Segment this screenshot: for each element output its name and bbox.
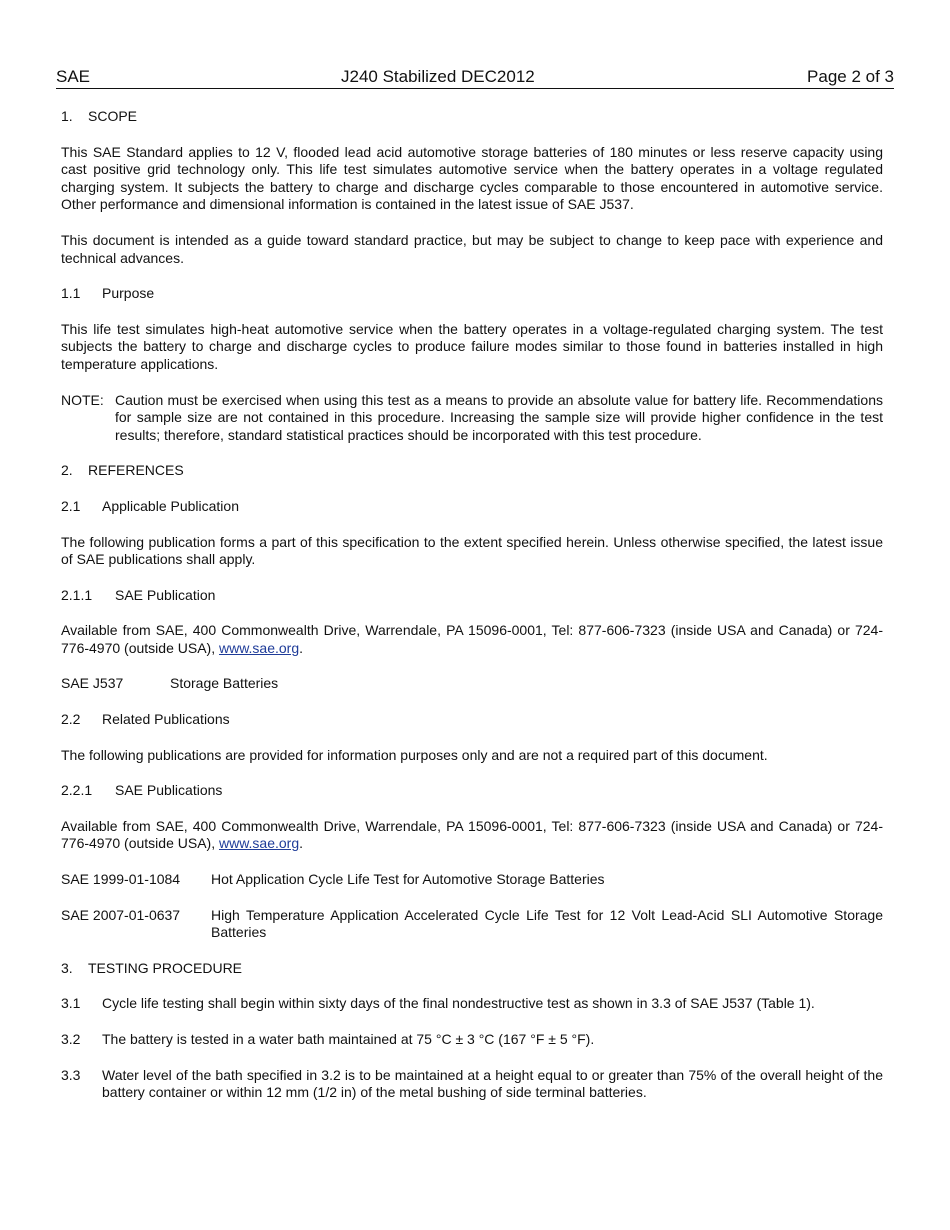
sae-website-link[interactable]: www.sae.org <box>218 639 300 656</box>
purpose-paragraph: This life test simulates high-heat automotive service when the battery operates in a voltage-regulated charging system. The test subjects the battery to charge and discharge cycles to produce failure modes similar to those found in batteries installed in high temperature applications. <box>61 320 883 372</box>
section-title: SAE Publication <box>115 586 216 603</box>
scope-paragraph: This SAE Standard applies to 12 V, flooded lead acid automotive storage batteries of 180 minutes or less reserve capacity using cast positive grid technology only. This life test simulates automotive service when the battery operates in a voltage regulated charging system. It subjects the battery to charge and discharge cycles comparable to those encountered in automotive service. Other performance and dimensional information is contained in the latest issue of SAE J537. <box>61 143 883 213</box>
availability-text: Available from SAE, 400 Commonwealth Drive, Warrendale, PA 15096-0001, Tel: 877-606-7323 (inside USA and Canada) or 724-776-4970 (outside USA), <box>61 622 883 656</box>
reference-id: SAE 1999-01-1084 <box>61 871 181 888</box>
item-text: Cycle life testing shall begin within sixty days of the final nondestructive test as shown in 3.3 of SAE J537 (Table 1). <box>102 995 815 1012</box>
section-title: REFERENCES <box>88 462 184 479</box>
note-text: Caution must be exercised when using this test as a means to provide an absolute value for battery life. Recommendations for sample size are not contained in this procedure. Increasing the sample size will provide higher confidence in the test results; therefore, standard statistical practices should be incorporated with this test procedure. <box>115 391 883 443</box>
section-number: 2.2 <box>61 711 81 728</box>
availability-text: Available from SAE, 400 Commonwealth Drive, Warrendale, PA 15096-0001, Tel: 877-606-7323 (inside USA and Canada) or 724-776-4970 (outside USA), <box>61 817 883 852</box>
section-1-1-heading <box>61 285 883 303</box>
reference-entry <box>61 675 883 693</box>
note-block <box>61 392 883 445</box>
availability-paragraph <box>61 818 883 853</box>
document-body <box>61 108 883 1102</box>
header-doc-id: J240 Stabilized DEC2012 <box>341 67 535 86</box>
section-number: 2.1 <box>61 497 81 514</box>
section-number: 2.2.1 <box>61 782 93 799</box>
reference-title: Storage Batteries <box>170 675 279 692</box>
reference-entry <box>61 871 883 889</box>
procedure-item <box>61 1031 883 1049</box>
section-title: TESTING PROCEDURE <box>88 959 243 976</box>
availability-paragraph <box>61 622 883 657</box>
header-page-number: Page 2 of 3 <box>807 67 894 86</box>
reference-id: SAE J537 <box>61 675 124 692</box>
item-number: 3.3 <box>61 1066 81 1083</box>
item-number: 3.2 <box>61 1031 81 1047</box>
section-3-heading <box>61 960 883 978</box>
header-org: SAE <box>56 67 91 86</box>
page-header <box>56 66 894 89</box>
section-2-2-heading <box>61 711 883 729</box>
section-2-heading <box>61 462 883 480</box>
applicable-publication-paragraph: The following publication forms a part of this specification to the extent specified herein. Unless otherwise specified, the latest issue of SAE publications shall apply. <box>61 533 883 568</box>
procedure-item <box>61 1067 883 1102</box>
reference-title: Hot Application Cycle Life Test for Automotive Storage Batteries <box>211 871 605 888</box>
section-1-heading <box>61 108 883 126</box>
section-title: Purpose <box>102 285 155 302</box>
period: . <box>299 835 304 852</box>
sae-website-link[interactable]: www.sae.org <box>218 835 300 852</box>
section-title: SCOPE <box>88 108 138 124</box>
scope-guide-paragraph: This document is intended as a guide toward standard practice, but may be subject to change to keep pace with experience and technical advances. <box>61 231 883 266</box>
section-2-2-1-heading <box>61 782 883 800</box>
section-title: SAE Publications <box>115 782 223 799</box>
section-number: 2.1.1 <box>61 586 93 603</box>
reference-id: SAE 2007-01-0637 <box>61 906 181 923</box>
note-label: NOTE: <box>61 391 104 408</box>
period: . <box>299 639 304 656</box>
item-text: The battery is tested in a water bath maintained at 75 °C ± 3 °C (167 °F ± 5 °F). <box>102 1031 595 1047</box>
procedure-item <box>61 995 883 1013</box>
section-number: 3. <box>61 959 73 976</box>
section-number: 1. <box>61 108 73 124</box>
section-title: Related Publications <box>102 711 230 728</box>
item-text: Water level of the bath specified in 3.2 is to be maintained at a height equal to or greater than 75% of the overall height of the battery container or within 12 mm (1/2 in) of the metal bushing of side terminal batteries. <box>102 1066 883 1101</box>
section-2-1-heading <box>61 498 883 516</box>
section-number: 2. <box>61 462 73 479</box>
section-number: 1.1 <box>61 285 81 302</box>
section-2-1-1-heading <box>61 587 883 605</box>
reference-title: High Temperature Application Accelerated Cycle Life Test for 12 Volt Lead-Acid SLI Automotive Storage Batteries <box>211 906 883 941</box>
related-publications-paragraph: The following publications are provided for information purposes only and are not a required part of this document. <box>61 746 768 763</box>
section-title: Applicable Publication <box>102 497 239 514</box>
reference-entry <box>61 907 883 942</box>
item-number: 3.1 <box>61 995 81 1012</box>
